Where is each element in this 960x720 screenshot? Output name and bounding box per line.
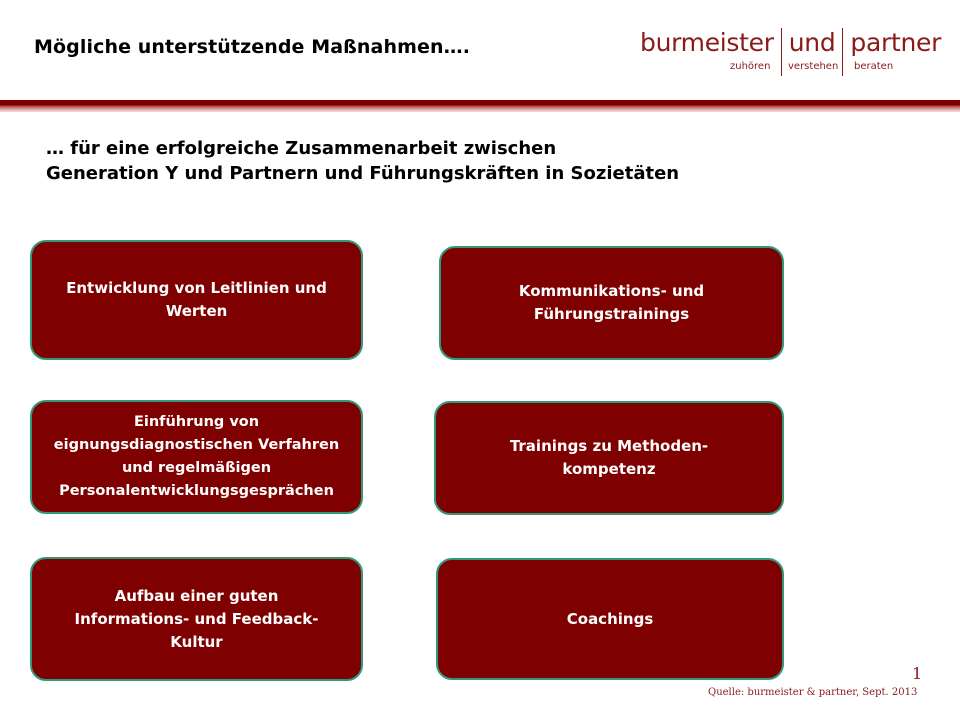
measure-box-feedback-kultur (30, 557, 363, 681)
measure-box-label: Einführung von eignungsdiagnostischen Verfahren und regelmäßigen Personalentwicklungsgesprächen (53, 414, 340, 499)
measure-box-label: Trainings zu Methoden- kompetenz (509, 437, 709, 478)
logo-word-und: und (788, 28, 836, 57)
measure-box-leitlinien (30, 240, 363, 360)
measure-box-eignungsdiagnostik (30, 400, 363, 514)
logo-tagline-zuhoeren: zuhören (730, 61, 771, 72)
source-note: Quelle: burmeister & partner, Sept. 2013 (708, 687, 918, 698)
header-divider-bar (0, 100, 960, 112)
page-number: 1 (912, 664, 923, 683)
subtitle-line-2: Generation Y und Partnern und Führungskräften in Sozietäten (46, 163, 680, 184)
slide-title: Mögliche unterstützende Maßnahmen…. (34, 36, 471, 58)
measure-box-label: Aufbau einer guten Informations- und Feedback- Kultur (74, 586, 319, 651)
measure-box-methodenkompetenz (434, 401, 784, 515)
logo-tagline-verstehen: verstehen (788, 61, 839, 72)
measure-box-label: Entwicklung von Leitlinien und Werten (66, 279, 327, 320)
company-logo (640, 28, 945, 78)
logo-word-partner: partner (850, 28, 942, 57)
slide-subtitle (46, 136, 679, 186)
logo-tagline-beraten: beraten (854, 61, 894, 72)
logo-word-burmeister: burmeister (640, 28, 774, 57)
subtitle-line-1: … für eine erfolgreiche Zusammenarbeit zwischen (46, 138, 557, 159)
measure-box-label: Kommunikations- und Führungstrainings (518, 282, 705, 323)
measure-box-label: Coachings (566, 609, 654, 628)
measure-box-coachings (436, 558, 784, 680)
measure-box-kommunikation (439, 246, 784, 360)
